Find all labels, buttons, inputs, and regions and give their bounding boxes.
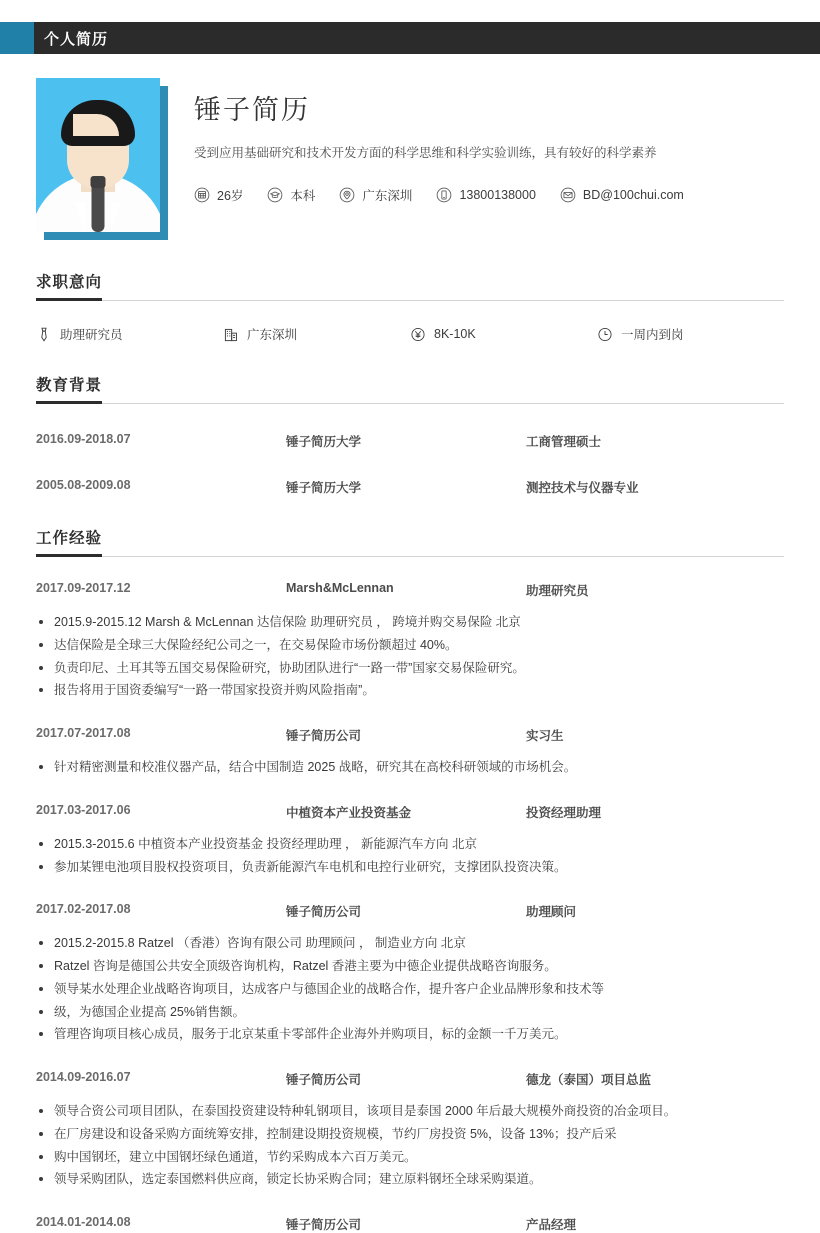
top-bar — [0, 22, 820, 54]
top-bar-accent-block — [0, 22, 34, 54]
education-school: 锤子简历大学 — [286, 481, 362, 495]
list-item: 负责印尼、土耳其等五国交易保险研究，协助团队进行“一路一带”国家交易保险研究。 — [36, 657, 784, 680]
intention-value-city: 广东深圳 — [247, 328, 298, 342]
intention-value-position: 助理研究员 — [60, 328, 123, 342]
list-item: 购中国钢坯，建立中国钢坯绿色通道，节约采购成本六百万美元。 — [36, 1146, 784, 1169]
candidate-tagline: 受到应用基础研究和技术开发方面的科学思维和科学实验训练，具有较好的科学素养 — [194, 146, 657, 160]
avatar-hair-shape — [61, 100, 135, 146]
contact-item-email — [560, 187, 684, 203]
contact-item-phone — [436, 187, 535, 203]
education-date: 2005.08-2009.08 — [36, 478, 131, 492]
contact-item-location — [339, 186, 412, 204]
contact-item-degree — [267, 186, 315, 204]
work-role: 德龙（泰国）项目总监 — [526, 1073, 652, 1087]
clock-icon — [597, 326, 613, 343]
education-major: 测控技术与仪器专业 — [526, 481, 639, 495]
section-header-job-intention — [36, 270, 784, 301]
work-bullet-list — [36, 932, 784, 1046]
intention-value-availability: 一周内到岗 — [621, 328, 684, 342]
candidate-name: 锤子简历 — [194, 95, 310, 125]
section-job-intention — [0, 270, 820, 343]
envelope-icon — [560, 187, 576, 203]
list-item: 在厂房建设和设备采购方面统筹安排，控制建设期投资规模，节约厂房投资 5%，设备 13%；投产后采 — [36, 1123, 784, 1146]
section-header-education — [36, 373, 784, 404]
list-item: 达信保险是全球三大保险经纪公司之一，在交易保险市场份额超过 40%。 — [36, 634, 784, 657]
page-title: 个人简历 — [44, 30, 109, 48]
list-item: 参加某锂电池项目股权投资项目，负责新能源汽车电机和电控行业研究，支撑团队投资决策。 — [36, 856, 784, 879]
work-role: 助理研究员 — [526, 584, 589, 598]
list-item: 报告将用于国资委编写“一路一带国家投资并购风险指南”。 — [36, 679, 784, 702]
work-entry-header — [36, 1215, 784, 1233]
intention-value-salary: 8K-10K — [434, 327, 476, 341]
work-entry-header — [36, 581, 784, 599]
list-item: 针对精密测量和校准仪器产品，结合中国制造 2025 战略，研究其在高校科研领域的市场机会。 — [36, 756, 784, 779]
work-entry-header — [36, 803, 784, 821]
work-entry-header — [36, 1070, 784, 1088]
section-title-job-intention: 求职意向 — [36, 270, 102, 301]
list-item: 2015.3-2015.6 中植资本产业投资基金 投资经理助理 ， 新能源汽车方向 北京 — [36, 833, 784, 856]
work-role: 投资经理助理 — [526, 805, 602, 820]
list-item: 管理咨询项目核心成员，服务于北京某重卡零部件企业海外并购项目，标的金额一千万美元。 — [36, 1023, 784, 1046]
location-pin-icon — [339, 187, 355, 203]
section-education — [0, 373, 820, 496]
list-item: 领导合资公司项目团队，在泰国投资建设特种轧钢项目，该项目是泰国 2000 年后最大规模外商投资的冶金项目。 — [36, 1100, 784, 1123]
avatar-necktie-knot-shape — [91, 176, 106, 188]
work-role: 实习生 — [526, 729, 564, 743]
list-item: 级，为德国企业提高 25%销售额。 — [36, 1001, 784, 1024]
section-header-work-experience — [36, 526, 784, 557]
section-title-education: 教育背景 — [36, 373, 102, 404]
education-school: 锤子简历大学 — [286, 435, 362, 449]
profile-header — [0, 54, 820, 240]
avatar-photo — [36, 78, 160, 232]
resume-page — [0, 22, 820, 1233]
work-role: 产品经理 — [526, 1218, 577, 1232]
section-divider — [36, 300, 784, 301]
list-item: 2015.9-2015.12 Marsh & McLennan 达信保险 助理研究员 ， 跨境并购交易保险 北京 — [36, 611, 784, 634]
intention-item-position — [36, 325, 223, 343]
work-date: 2017.03-2017.06 — [36, 802, 131, 817]
work-role: 助理顾问 — [526, 905, 577, 920]
contact-value-age: 26岁 — [217, 189, 244, 204]
work-date: 2014.09-2016.07 — [36, 1070, 131, 1084]
calendar-icon — [194, 187, 210, 203]
profile-info — [168, 78, 784, 240]
work-bullet-list — [36, 833, 784, 879]
work-company: 中植资本产业投资基金 — [286, 805, 412, 820]
contact-item-age — [194, 186, 243, 204]
work-date: 2017.02-2017.08 — [36, 902, 131, 917]
education-date: 2016.09-2018.07 — [36, 432, 131, 446]
avatar — [36, 78, 168, 240]
intention-item-city — [223, 325, 410, 343]
list-item: 2015.2-2015.8 Ratzel （香港）咨询有限公司 助理顾问 ， 制造业方向 北京 — [36, 932, 784, 955]
necktie-icon — [36, 326, 52, 343]
work-company: 锤子简历公司 — [286, 729, 362, 743]
list-item: 领导采购团队，选定泰国燃料供应商，锁定长协采购合同；建立原料钢坯全球采购渠道。 — [36, 1168, 784, 1191]
work-entry-header — [36, 902, 784, 920]
work-bullet-list — [36, 1100, 784, 1191]
contact-value-phone: 13800138000 — [459, 188, 536, 203]
avatar-collar-right-shape — [111, 202, 121, 232]
section-title-work-experience: 工作经验 — [36, 526, 102, 557]
list-item: 领导某水处理企业战略咨询项目，达成客户与德国企业的战略合作，提升客户企业品牌形象和技术等 — [36, 978, 784, 1001]
education-row — [36, 432, 784, 450]
work-date: 2014.01-2014.08 — [36, 1215, 131, 1229]
education-major: 工商管理硕士 — [526, 435, 602, 449]
building-icon — [223, 326, 239, 343]
work-company: 锤子简历公司 — [286, 1218, 362, 1232]
work-date: 2017.09-2017.12 — [36, 581, 131, 595]
contact-value-degree: 本科 — [290, 189, 316, 204]
education-row — [36, 478, 784, 496]
work-company: Marsh&McLennan — [286, 581, 394, 595]
work-date: 2017.07-2017.08 — [36, 726, 131, 740]
avatar-collar-left-shape — [75, 202, 85, 232]
work-company: 锤子简历公司 — [286, 905, 362, 920]
yen-circle-icon — [410, 326, 426, 343]
work-bullet-list — [36, 756, 784, 779]
list-item: Ratzel 咨询是德国公共安全顶级咨询机构，Ratzel 香港主要为中德企业提供战略咨询服务。 — [36, 955, 784, 978]
work-bullet-list — [36, 611, 784, 702]
job-intention-row — [36, 325, 784, 343]
intention-item-salary — [410, 325, 597, 343]
contact-value-email: BD@100chui.com — [582, 188, 684, 203]
avatar-necktie-shape — [92, 186, 105, 232]
section-divider — [36, 403, 784, 404]
work-company: 锤子简历公司 — [286, 1073, 362, 1087]
graduation-cap-icon — [267, 187, 283, 203]
contact-row — [194, 186, 784, 204]
intention-item-availability — [597, 325, 784, 343]
contact-value-location: 广东深圳 — [362, 189, 413, 204]
work-entry-header — [36, 726, 784, 744]
section-work-experience — [0, 526, 820, 1233]
mobile-phone-icon — [436, 187, 452, 203]
section-divider — [36, 556, 784, 557]
